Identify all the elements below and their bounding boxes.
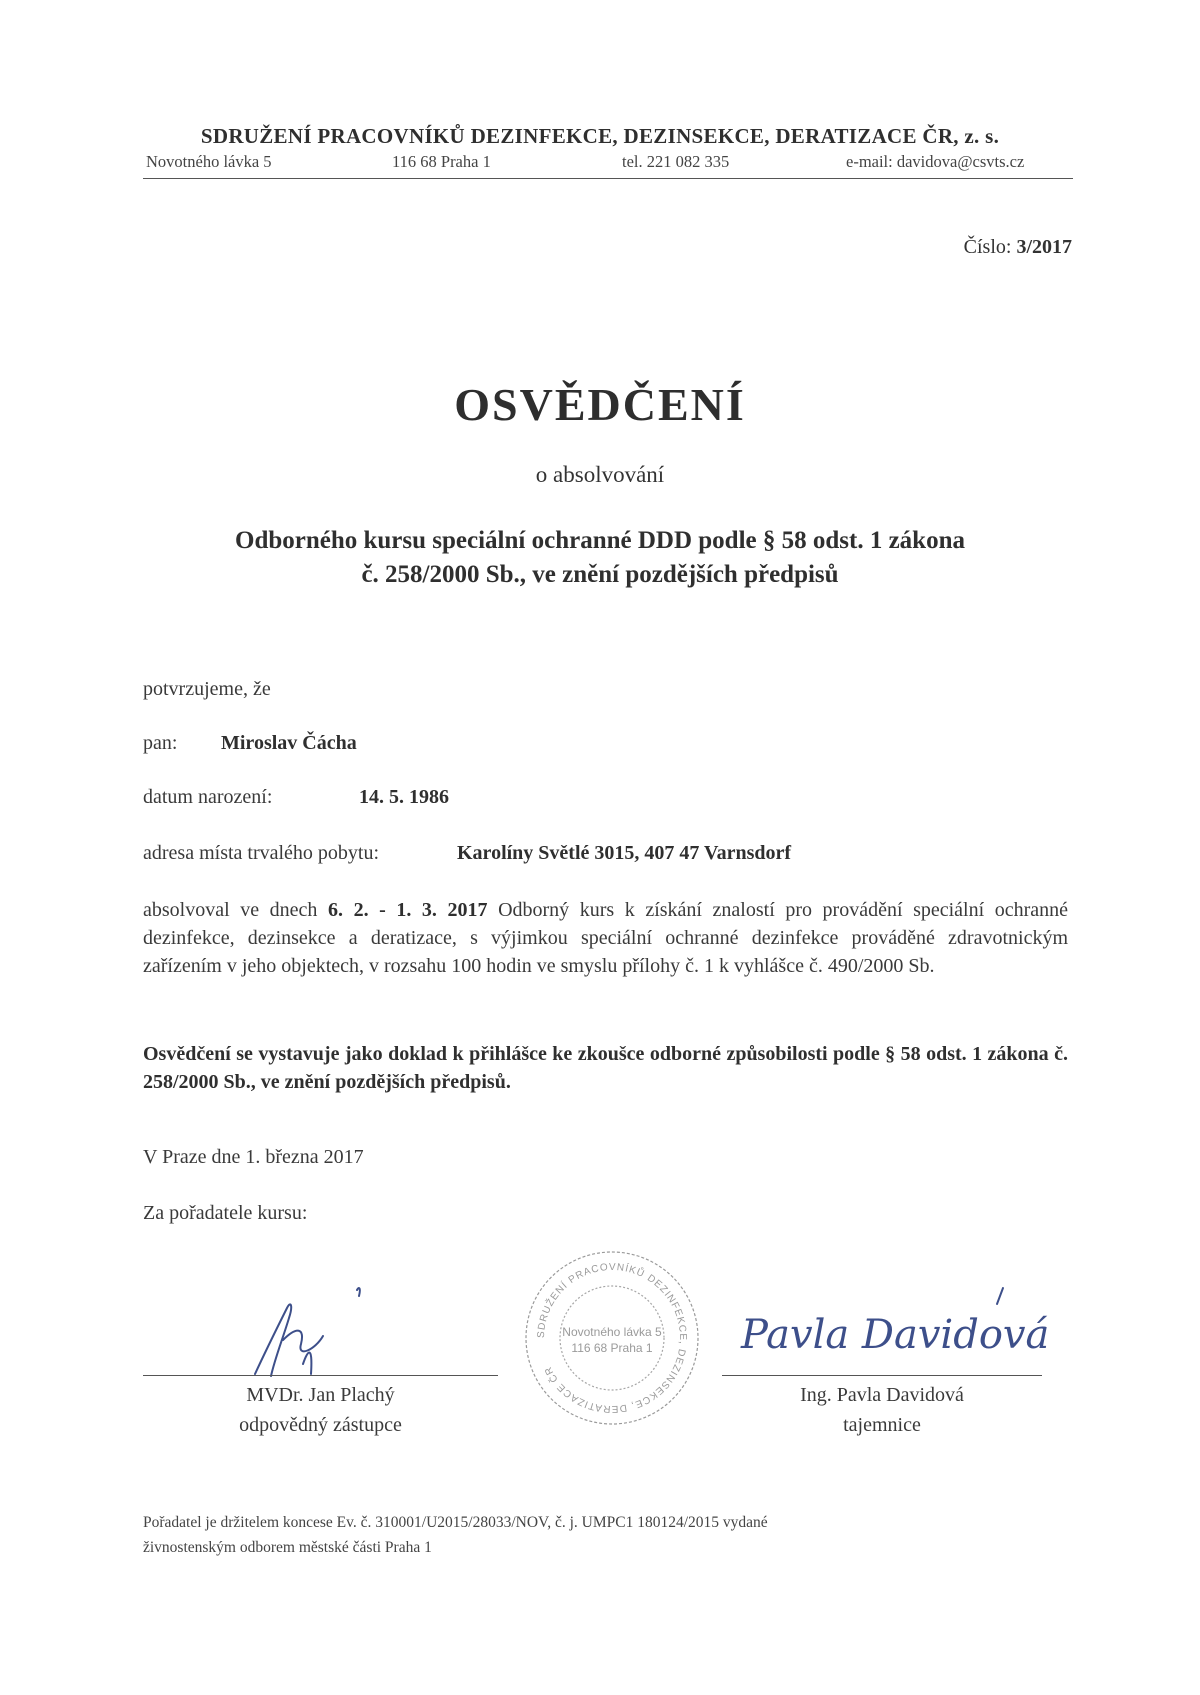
statement-paragraph: Osvědčení se vystavuje jako doklad k přihlášce ke zkoušce odborné způsobilosti podle § 58 odst. 1 zákona č. 258/2000 Sb., ve znění pozdějších předpisů. [143,1043,1068,1093]
signature-line-right [722,1375,1042,1376]
person-label: pan: [143,732,178,754]
signatory-left [143,1380,498,1440]
completion-prefix: absolvoval ve dnech [143,899,318,921]
completion-paragraph [143,896,1068,980]
signatory-left-name: MVDr. Jan Plachý [246,1384,395,1406]
birth-label: datum narození: [143,786,273,808]
course-title [150,524,1050,592]
organizer-label: Za pořadatele kursu: [143,1202,308,1224]
document-title: OSVĚDČENÍ [454,379,746,430]
signatory-left-role: odpovědný zástupce [239,1414,402,1436]
birth-date: 14. 5. 1986 [359,786,449,808]
signature-plachy [245,1278,385,1388]
signatory-right-role: tajemnice [843,1414,921,1436]
city-address: 116 68 Praha 1 [392,152,491,171]
address-label: adresa místa trvalého pobytu: [143,842,380,864]
footer-line-1: Pořadatel je držitelem koncese Ev. č. 310001/U2015/28033/NOV, č. j. UMPC1 180124/2015 vydané [143,1514,768,1531]
person-name: Miroslav Čácha [221,732,357,754]
document-number-label: Číslo: [963,236,1012,258]
signature-davidova [735,1282,1050,1372]
completion-text: Odborný kurs k získání znalostí pro provádění speciální ochranné dezinfekce, dezinsekce a deratizace, s výjimkou speciální ochranné dezinfekce prováděné zdravotnickým zařízením v jeho objektech, v rozsahu 100 hodin ve smyslu přílohy č. 1 k vyhlášce č. 490/2000 Sb. [143,899,1069,977]
course-title-line-1: Odborného kursu speciální ochranné DDD podle § 58 odst. 1 zákona [235,527,965,554]
address-value: Karolíny Světlé 3015, 407 47 Varnsdorf [457,842,792,864]
stamp-line-2: 116 68 Praha 1 [571,1341,653,1355]
organization-name: SDRUŽENÍ PRACOVNÍKŮ DEZINFEKCE, DEZINSEKCE, DERATIZACE ČR, z. s. [200,124,1000,148]
document-number-value: 3/2017 [1016,236,1072,258]
header-divider [143,178,1073,179]
birth-row [143,786,449,809]
place-date: V Praze dne 1. března 2017 [143,1146,364,1168]
signature-davidova-text: Pavla Davidová [741,1312,1050,1358]
street-address: Novotného lávka 5 [146,152,272,171]
document-subtitle: o absolvování [535,462,665,487]
stamp-ring-text: SDRUŽENÍ PRACOVNÍKŮ DEZINFEKCE, DEZINSEKCE, DERATIZACE ČR [535,1261,689,1415]
course-title-line-2: č. 258/2000 Sb., ve znění pozdějších předpisů [361,561,839,588]
address-row [143,842,792,865]
phone-number: tel. 221 082 335 [622,152,730,171]
signature-line-left [143,1375,498,1376]
confirm-text: potvrzujeme, že [143,678,271,700]
signatory-right-name: Ing. Pavla Davidová [800,1384,964,1406]
completion-dates: 6. 2. - 1. 3. 2017 [328,899,488,921]
stamp-line-1: Novotného lávka 5 [562,1325,662,1339]
stamp-seal [522,1248,702,1428]
footer-note [143,1510,1043,1560]
document-number [964,236,1072,259]
official-stamp [522,1248,702,1428]
footer-line-2: živnostenským odborem městské části Praha 1 [143,1539,432,1556]
person-row [143,732,357,755]
signatory-right [722,1380,1042,1440]
email-address: e-mail: davidova@csvts.cz [846,152,1025,171]
